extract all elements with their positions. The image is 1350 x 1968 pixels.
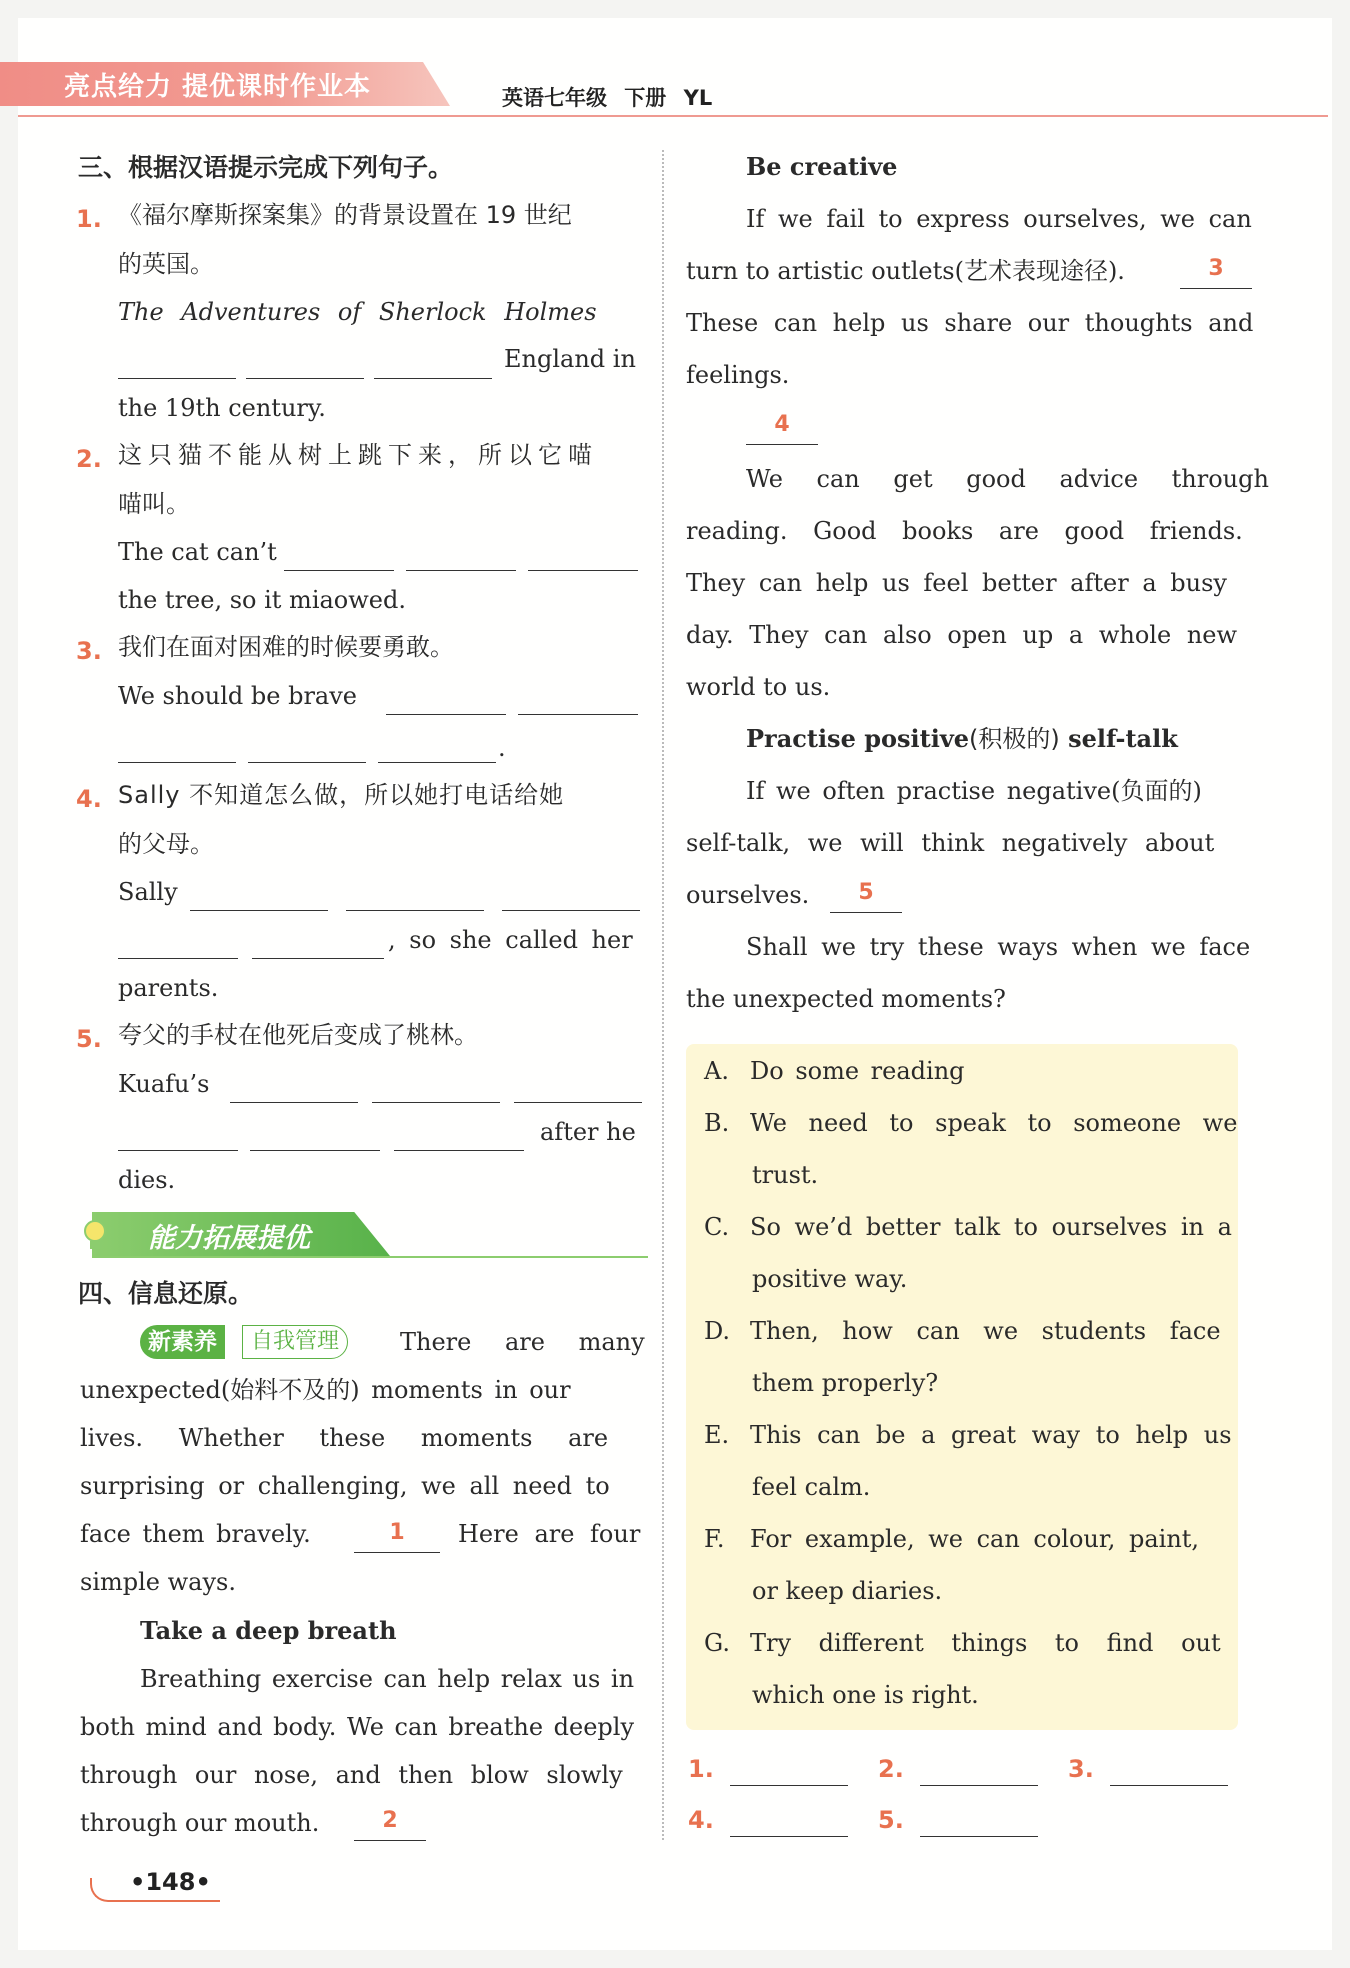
heading-self-talk-b: (积极的) [969, 725, 1060, 753]
option-d-letter: D. [704, 1317, 731, 1345]
tag-self-management: 自我管理 [242, 1325, 348, 1359]
column-divider [662, 150, 664, 1840]
tag-new-literacy: 新素养 [140, 1325, 225, 1359]
q2-number: 2. [76, 445, 102, 473]
section-banner-rule [92, 1256, 648, 1258]
q3-number: 3. [76, 637, 102, 665]
header-brand: 亮点给力 提优课时作业本 [64, 72, 372, 102]
option-b-text: We need to speak to someone we [750, 1109, 1238, 1137]
q3-blank-5[interactable] [378, 762, 496, 763]
p4-line-2: ourselves. [686, 881, 810, 909]
passage-line-1: unexpected(始料不及的) moments in our [80, 1376, 571, 1404]
para1-line-2: through our nose, and then blow slowly [80, 1761, 623, 1789]
passage-line-6: simple ways. [80, 1568, 236, 1596]
section4-title: 四、信息还原。 [78, 1279, 254, 1308]
option-d-text: Then, how can we students face [750, 1317, 1221, 1345]
answer-blank-2[interactable] [354, 1840, 426, 1841]
p2-line-0: If we fail to express ourselves, we can [746, 205, 1252, 233]
q4-english-mid: , so she called her [388, 926, 633, 954]
answer-blank-2-label: 2 [382, 1808, 398, 1833]
q4-blank-1[interactable] [190, 910, 328, 911]
option-c-text-cont: positive way. [752, 1265, 908, 1293]
passage-line-3: surprising or challenging, we all need to [80, 1472, 610, 1500]
q2-blank-1[interactable] [284, 570, 394, 571]
option-g-text: Try different things to find out [750, 1629, 1221, 1657]
q5-blank-5[interactable] [250, 1150, 380, 1151]
q3-chinese: 我们在面对困难的时候要勇敢。 [118, 633, 454, 661]
option-f-letter: F. [704, 1525, 725, 1553]
option-f-text: For example, we can colour, paint, [750, 1525, 1200, 1553]
q5-english-start: Kuafu’s [118, 1070, 210, 1098]
header-book-info: 英语七年级 下册 YL [502, 86, 713, 110]
heading-self-talk-a: Practise positive [746, 724, 970, 753]
page-number: •148• [130, 1868, 211, 1896]
q4-english-start: Sally [118, 878, 178, 906]
para1-line-0: Breathing exercise can help relax us in [140, 1665, 635, 1693]
answer-slot-label: 3. [1068, 1755, 1094, 1783]
q4-blank-5[interactable] [252, 958, 384, 959]
q5-blank-4[interactable] [118, 1150, 238, 1151]
q5-english-mid: after he [540, 1118, 636, 1146]
p3-line-1: reading. Good books are good friends. [686, 517, 1243, 545]
q4-blank-3[interactable] [502, 910, 640, 911]
q1-blank-1[interactable] [118, 378, 236, 379]
option-b-text-cont: trust. [752, 1161, 819, 1189]
answer-slot-blank[interactable] [920, 1836, 1038, 1837]
q3-end-mark: . [498, 734, 506, 762]
passage-line-5: Here are four [458, 1520, 641, 1548]
q2-blank-2[interactable] [406, 570, 516, 571]
q1-blank-2[interactable] [246, 378, 364, 379]
answer-blank-5-label: 5 [858, 880, 874, 905]
heading-deep-breath: Take a deep breath [140, 1616, 397, 1645]
option-a-text: Do some reading [750, 1057, 965, 1085]
p3-line-4: world to us. [686, 673, 831, 701]
option-e-text: This can be a great way to help us [750, 1421, 1232, 1449]
p3-line-3: day. They can also open up a whole new [686, 621, 1238, 649]
q3-blank-2[interactable] [518, 714, 638, 715]
q4-chinese-line2: 的父母。 [118, 830, 214, 858]
option-e-letter: E. [704, 1421, 730, 1449]
q4-blank-4[interactable] [118, 958, 238, 959]
q2-blank-3[interactable] [528, 570, 638, 571]
lightbulb-icon [80, 1218, 110, 1254]
q1-english-end: the 19th century. [118, 394, 326, 422]
p4-line-1: self-talk, we will think negatively about [686, 829, 1215, 857]
answer-slot-blank[interactable] [730, 1836, 848, 1837]
q5-blank-3[interactable] [514, 1102, 642, 1103]
q4-number: 4. [76, 785, 102, 813]
q1-english-mid: England in [504, 345, 636, 373]
q3-blank-3[interactable] [118, 762, 236, 763]
option-d-text-cont: them properly? [752, 1369, 939, 1397]
q2-chinese-line1: 这只猫不能从树上跳下来，所以它喵 [118, 441, 598, 469]
answer-blank-5[interactable] [830, 912, 902, 913]
option-g-letter: G. [704, 1629, 730, 1657]
para1-line-1: both mind and body. We can breathe deeply [80, 1713, 635, 1741]
answer-blank-3[interactable] [1180, 288, 1252, 289]
option-f-text-cont: or keep diaries. [752, 1577, 943, 1605]
q2-english-end: the tree, so it miaowed. [118, 586, 406, 614]
answer-blank-1[interactable] [354, 1552, 440, 1553]
answer-slot-blank[interactable] [730, 1785, 848, 1786]
p5-line-0: Shall we try these ways when we face [746, 933, 1251, 961]
q4-chinese-line1: Sally 不知道怎么做，所以她打电话给她 [118, 781, 565, 809]
q5-blank-6[interactable] [394, 1150, 524, 1151]
q5-english-end: dies. [118, 1166, 176, 1194]
q2-chinese-line2: 喵叫。 [118, 490, 190, 518]
answer-slot-label: 1. [688, 1755, 714, 1783]
answer-blank-4[interactable] [746, 444, 818, 445]
p2-line-3: feelings. [686, 361, 790, 389]
p4-line-0: If we often practise negative(负面的) [746, 777, 1202, 805]
option-a-letter: A. [704, 1057, 729, 1085]
q5-chinese: 夸父的手杖在他死后变成了桃林。 [118, 1021, 478, 1049]
q1-blank-3[interactable] [374, 378, 492, 379]
q1-book-title: The Adventures of Sherlock Holmes [118, 298, 597, 326]
p2-line-2: These can help us share our thoughts and [686, 309, 1254, 337]
q2-english-start: The cat can’t [118, 538, 277, 566]
answer-slot-label: 2. [878, 1755, 904, 1783]
q4-english-end: parents. [118, 974, 219, 1002]
p3-line-0: We can get good advice through [746, 465, 1269, 493]
p5-line-1: the unexpected moments? [686, 985, 1006, 1013]
option-c-letter: C. [704, 1213, 730, 1241]
q5-number: 5. [76, 1025, 102, 1053]
answer-slot-blank[interactable] [920, 1785, 1038, 1786]
q3-blank-1[interactable] [386, 714, 506, 715]
q1-chinese [118, 200, 638, 230]
answer-blank-4-label: 4 [774, 412, 790, 437]
option-e-text-cont: feel calm. [752, 1473, 871, 1501]
q1-number: 1. [76, 205, 102, 233]
passage-line-0-text: There are many [400, 1328, 645, 1356]
p3-line-2: They can help us feel better after a busy [686, 569, 1227, 597]
q5-blank-2[interactable] [372, 1102, 500, 1103]
passage-line-4: face them bravely. [80, 1520, 311, 1548]
q1-chinese-line2: 的英国。 [118, 250, 214, 278]
heading-self-talk [746, 724, 1178, 754]
p2-line-1: turn to artistic outlets(艺术表现途径). [686, 257, 1125, 285]
passage-line-0 [400, 1327, 645, 1357]
header-rule [18, 115, 1328, 117]
passage-line-2: lives. Whether these moments are [80, 1424, 609, 1452]
heading-be-creative: Be creative [746, 152, 898, 181]
answer-slot-label: 5. [878, 1806, 904, 1834]
q3-blank-4[interactable] [248, 762, 366, 763]
q1-chinese-line1: 《福尔摩斯探案集》的背景设置在 19 世纪 [118, 201, 572, 229]
answer-blank-3-label: 3 [1208, 256, 1224, 281]
section3-title: 三、根据汉语提示完成下列句子。 [78, 153, 454, 182]
section-banner-text: 能力拓展提优 [148, 1223, 310, 1254]
answer-blank-1-label: 1 [389, 1520, 405, 1545]
answer-slot-blank[interactable] [1110, 1785, 1228, 1786]
q5-blank-1[interactable] [230, 1102, 358, 1103]
option-c-text: So we’d better talk to ourselves in a [750, 1213, 1232, 1241]
heading-self-talk-c: self-talk [1068, 724, 1178, 753]
q3-english-start: We should be brave [118, 682, 357, 710]
option-g-text-cont: which one is right. [752, 1681, 979, 1709]
answer-slot-label: 4. [688, 1806, 714, 1834]
para1-line-3: through our mouth. [80, 1809, 320, 1837]
option-b-letter: B. [704, 1109, 730, 1137]
q4-blank-2[interactable] [346, 910, 484, 911]
